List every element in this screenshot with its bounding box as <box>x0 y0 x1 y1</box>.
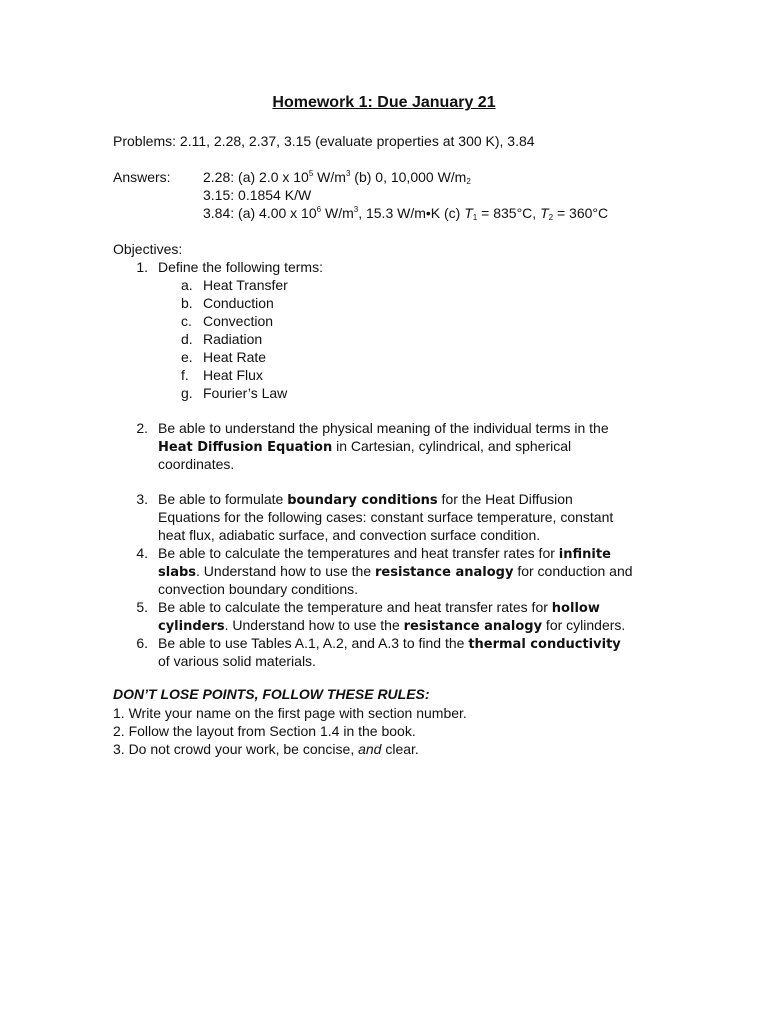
superscript: 3 <box>353 205 359 214</box>
rule-emphasis: and <box>358 741 382 757</box>
bold-term: thermal conductivity <box>468 637 621 652</box>
bold-term: resistance analogy <box>375 565 514 580</box>
objective-number: 6. <box>136 635 148 651</box>
superscript: 5 <box>308 169 314 178</box>
term-convection: Convection <box>203 313 274 329</box>
subscript: 1 <box>472 213 478 222</box>
objective-number: 2. <box>136 420 148 436</box>
objective-2-line-3: coordinates. <box>158 456 235 472</box>
answer-2-28 <box>203 168 471 186</box>
objective-text: . Understand how to use the <box>196 563 376 579</box>
term-letter: b. <box>181 295 193 311</box>
objective-number: 5. <box>136 599 148 615</box>
objective-6-line-2: of various solid materials. <box>158 653 316 669</box>
objective-4-line-1 <box>158 544 611 564</box>
objective-3-line-2: Equations for the following cases: constant surface temperature, constant <box>158 509 614 525</box>
rule-2: 2. Follow the layout from Section 1.4 in the book. <box>113 723 416 739</box>
objectives-label: Objectives: <box>113 241 183 257</box>
term-letter: e. <box>181 349 193 365</box>
objective-2-line-1: Be able to understand the physical meaning of the individual terms in the <box>158 420 609 436</box>
term-conduction: Conduction <box>203 295 274 311</box>
term-letter: f. <box>181 367 189 383</box>
term-heat-flux: Heat Flux <box>203 367 263 383</box>
answer-text: = 360°C <box>553 205 609 221</box>
objective-number: 1. <box>136 259 148 275</box>
objective-text: Be able to formulate <box>158 491 288 507</box>
rule-3 <box>113 740 419 758</box>
objective-number: 3. <box>136 491 148 507</box>
answer-3-15: 3.15: 0.1854 K/W <box>203 187 312 203</box>
objective-4-line-3: convection boundary conditions. <box>158 581 359 597</box>
term-heat-transfer: Heat Transfer <box>203 277 288 293</box>
objective-text: Be able to calculate the temperatures and heat transfer rates for <box>158 545 559 561</box>
objective-3-line-3: heat flux, adiabatic surface, and convection surface condition. <box>158 527 541 543</box>
objective-6-line-1 <box>158 634 621 654</box>
subscript: 2 <box>548 213 554 222</box>
objective-text: for the Heat Diffusion <box>437 491 573 507</box>
bold-term: slabs <box>158 565 197 580</box>
variable-t2: T <box>540 205 549 221</box>
bold-term: boundary conditions <box>287 493 438 508</box>
answer-3-84 <box>203 204 608 222</box>
answer-text: 3.84: (a) 4.00 x 10 <box>203 205 317 221</box>
subscript: 2 <box>466 177 471 186</box>
bold-term: hollow <box>551 601 600 616</box>
term-radiation: Radiation <box>203 331 263 347</box>
bold-term: resistance analogy <box>403 619 543 634</box>
page-title: Homework 1: Due January 21 <box>272 94 496 111</box>
answer-text: (b) 0, 10,000 W/m <box>350 169 467 185</box>
objective-text: for cylinders. <box>542 617 626 633</box>
bold-term: Heat Diffusion Equation <box>158 440 333 455</box>
superscript: 6 <box>316 205 322 214</box>
rule-text: clear. <box>381 741 419 757</box>
problems-line: Problems: 2.11, 2.28, 2.37, 3.15 (evaluate properties at 300 K), 3.84 <box>113 133 535 149</box>
answer-text: 2.28: (a) 2.0 x 10 <box>203 169 309 185</box>
term-letter: d. <box>181 331 193 347</box>
term-letter: c. <box>181 313 192 329</box>
answer-text: = 835°C, <box>477 205 541 221</box>
objective-3-line-1 <box>158 490 573 510</box>
term-fouriers-law: Fourier’s Law <box>203 385 288 401</box>
objective-5-line-2 <box>158 616 625 636</box>
superscript: 3 <box>345 169 351 178</box>
bold-term: cylinders <box>158 619 225 634</box>
rule-1: 1. Write your name on the first page with section number. <box>113 705 467 721</box>
objective-text: in Cartesian, cylindrical, and spherical <box>332 438 572 454</box>
objective-text: Be able to calculate the temperature and heat transfer rates for <box>158 599 552 615</box>
objective-text: . Understand how to use the <box>224 617 404 633</box>
objective-4-line-2 <box>158 562 633 582</box>
objective-text: for conduction and <box>513 563 633 579</box>
objective-2-line-2 <box>158 437 571 457</box>
rules-heading: DON’T LOSE POINTS, FOLLOW THESE RULES: <box>113 686 430 702</box>
answers-label: Answers: <box>113 169 171 185</box>
answer-text: W/m <box>321 205 354 221</box>
term-letter: g. <box>181 385 193 401</box>
bold-term: infinite <box>558 547 611 562</box>
term-heat-rate: Heat Rate <box>203 349 267 365</box>
answer-text: , 15.3 W/m•K (c) <box>358 205 465 221</box>
term-letter: a. <box>181 277 193 293</box>
answer-text: W/m <box>313 169 346 185</box>
objective-number: 4. <box>136 545 148 561</box>
variable-t1: T <box>464 205 473 221</box>
objective-1-text: Define the following terms: <box>158 259 323 275</box>
objective-5-line-1 <box>158 598 600 618</box>
rule-text: 3. Do not crowd your work, be concise, <box>113 741 359 757</box>
objective-text: Be able to use Tables A.1, A.2, and A.3 to find the <box>158 635 469 651</box>
